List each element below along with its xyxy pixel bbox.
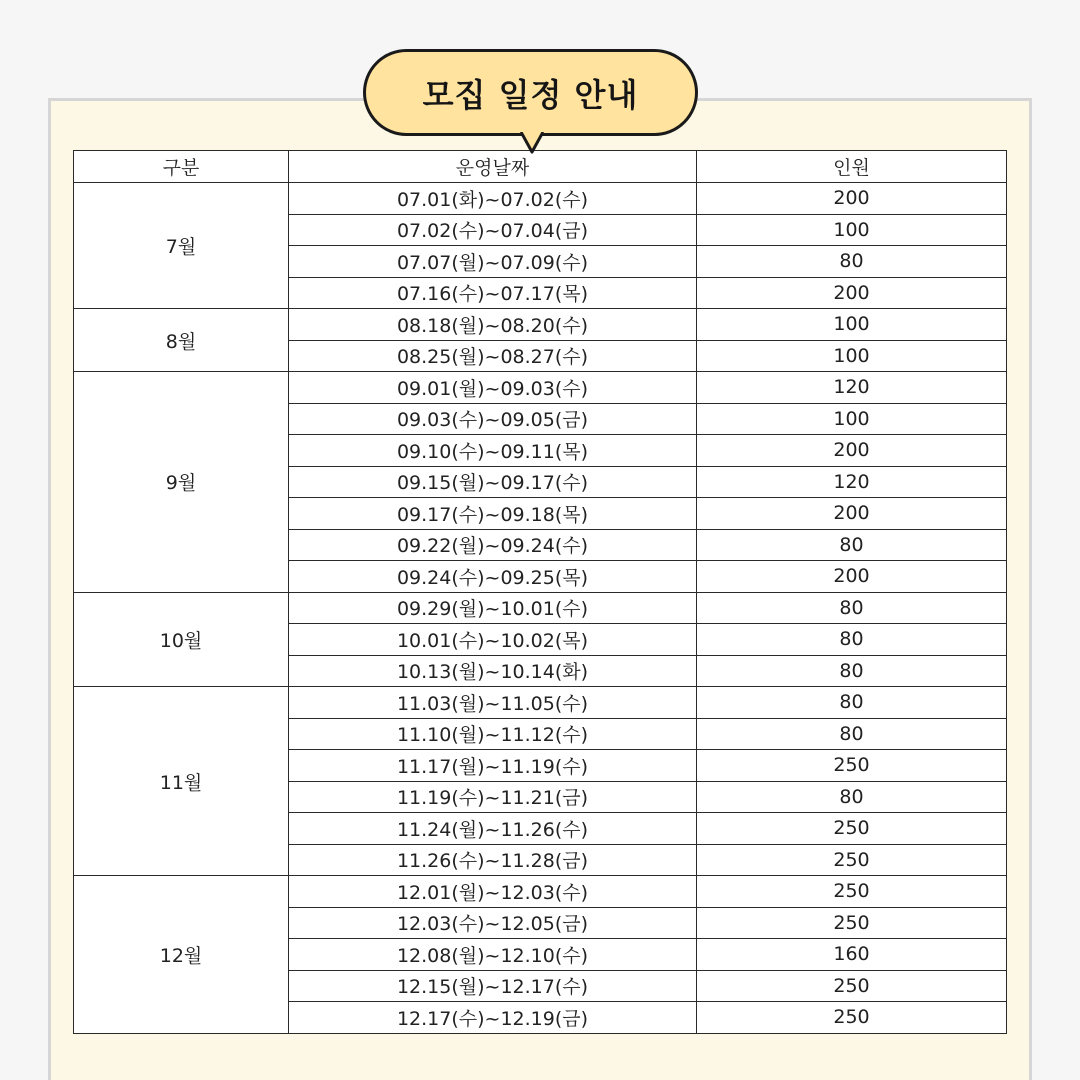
count-cell: 250 — [697, 813, 1007, 845]
dates-cell: 09.03(수)~09.05(금) — [289, 403, 697, 435]
title-bubble — [363, 49, 698, 136]
table-row — [74, 592, 1007, 624]
dates-cell: 08.18(월)~08.20(수) — [289, 309, 697, 341]
count-cell: 160 — [697, 939, 1007, 971]
dates-cell: 10.13(월)~10.14(화) — [289, 655, 697, 687]
table-row — [74, 372, 1007, 404]
table-row — [74, 687, 1007, 719]
header-dates: 운영날짜 — [289, 151, 697, 183]
header-row — [74, 151, 1007, 183]
count-cell: 80 — [697, 781, 1007, 813]
header-count: 인원 — [697, 151, 1007, 183]
table-row — [74, 309, 1007, 341]
count-cell: 100 — [697, 214, 1007, 246]
dates-cell: 12.01(월)~12.03(수) — [289, 876, 697, 908]
dates-cell: 12.08(월)~12.10(수) — [289, 939, 697, 971]
count-cell: 200 — [697, 498, 1007, 530]
dates-cell: 09.17(수)~09.18(목) — [289, 498, 697, 530]
count-cell: 80 — [697, 718, 1007, 750]
month-cell: 7월 — [74, 183, 289, 309]
count-cell: 200 — [697, 277, 1007, 309]
table-row — [74, 183, 1007, 215]
dates-cell: 09.22(월)~09.24(수) — [289, 529, 697, 561]
dates-cell: 09.24(수)~09.25(목) — [289, 561, 697, 593]
count-cell: 80 — [697, 687, 1007, 719]
dates-cell: 11.17(월)~11.19(수) — [289, 750, 697, 782]
count-cell: 100 — [697, 309, 1007, 341]
dates-cell: 07.16(수)~07.17(목) — [289, 277, 697, 309]
page-title: 모집 일정 안내 — [422, 75, 639, 114]
dates-cell: 12.17(수)~12.19(금) — [289, 1002, 697, 1034]
count-cell: 250 — [697, 750, 1007, 782]
schedule-table — [73, 150, 1007, 1034]
count-cell: 100 — [697, 403, 1007, 435]
dates-cell: 10.01(수)~10.02(목) — [289, 624, 697, 656]
dates-cell: 09.29(월)~10.01(수) — [289, 592, 697, 624]
count-cell: 200 — [697, 435, 1007, 467]
count-cell: 250 — [697, 1002, 1007, 1034]
dates-cell: 11.24(월)~11.26(수) — [289, 813, 697, 845]
count-cell: 80 — [697, 592, 1007, 624]
count-cell: 250 — [697, 907, 1007, 939]
header-category: 구분 — [74, 151, 289, 183]
bubble-pointer — [520, 132, 544, 154]
count-cell: 250 — [697, 970, 1007, 1002]
count-cell: 80 — [697, 655, 1007, 687]
dates-cell: 09.10(수)~09.11(목) — [289, 435, 697, 467]
dates-cell: 12.15(월)~12.17(수) — [289, 970, 697, 1002]
table-header — [74, 151, 1007, 183]
dates-cell: 07.02(수)~07.04(금) — [289, 214, 697, 246]
count-cell: 120 — [697, 372, 1007, 404]
table-body — [74, 183, 1007, 1034]
count-cell: 80 — [697, 246, 1007, 278]
count-cell: 250 — [697, 876, 1007, 908]
dates-cell: 11.19(수)~11.21(금) — [289, 781, 697, 813]
month-cell: 8월 — [74, 309, 289, 372]
dates-cell: 09.15(월)~09.17(수) — [289, 466, 697, 498]
dates-cell: 07.01(화)~07.02(수) — [289, 183, 697, 215]
month-cell: 11월 — [74, 687, 289, 876]
count-cell: 80 — [697, 529, 1007, 561]
month-cell: 9월 — [74, 372, 289, 593]
count-cell: 250 — [697, 844, 1007, 876]
count-cell: 120 — [697, 466, 1007, 498]
dates-cell: 11.10(월)~11.12(수) — [289, 718, 697, 750]
dates-cell: 12.03(수)~12.05(금) — [289, 907, 697, 939]
count-cell: 80 — [697, 624, 1007, 656]
dates-cell: 11.26(수)~11.28(금) — [289, 844, 697, 876]
count-cell: 100 — [697, 340, 1007, 372]
dates-cell: 11.03(월)~11.05(수) — [289, 687, 697, 719]
count-cell: 200 — [697, 561, 1007, 593]
dates-cell: 07.07(월)~07.09(수) — [289, 246, 697, 278]
month-cell: 12월 — [74, 876, 289, 1034]
count-cell: 200 — [697, 183, 1007, 215]
dates-cell: 09.01(월)~09.03(수) — [289, 372, 697, 404]
table-row — [74, 876, 1007, 908]
month-cell: 10월 — [74, 592, 289, 687]
dates-cell: 08.25(월)~08.27(수) — [289, 340, 697, 372]
